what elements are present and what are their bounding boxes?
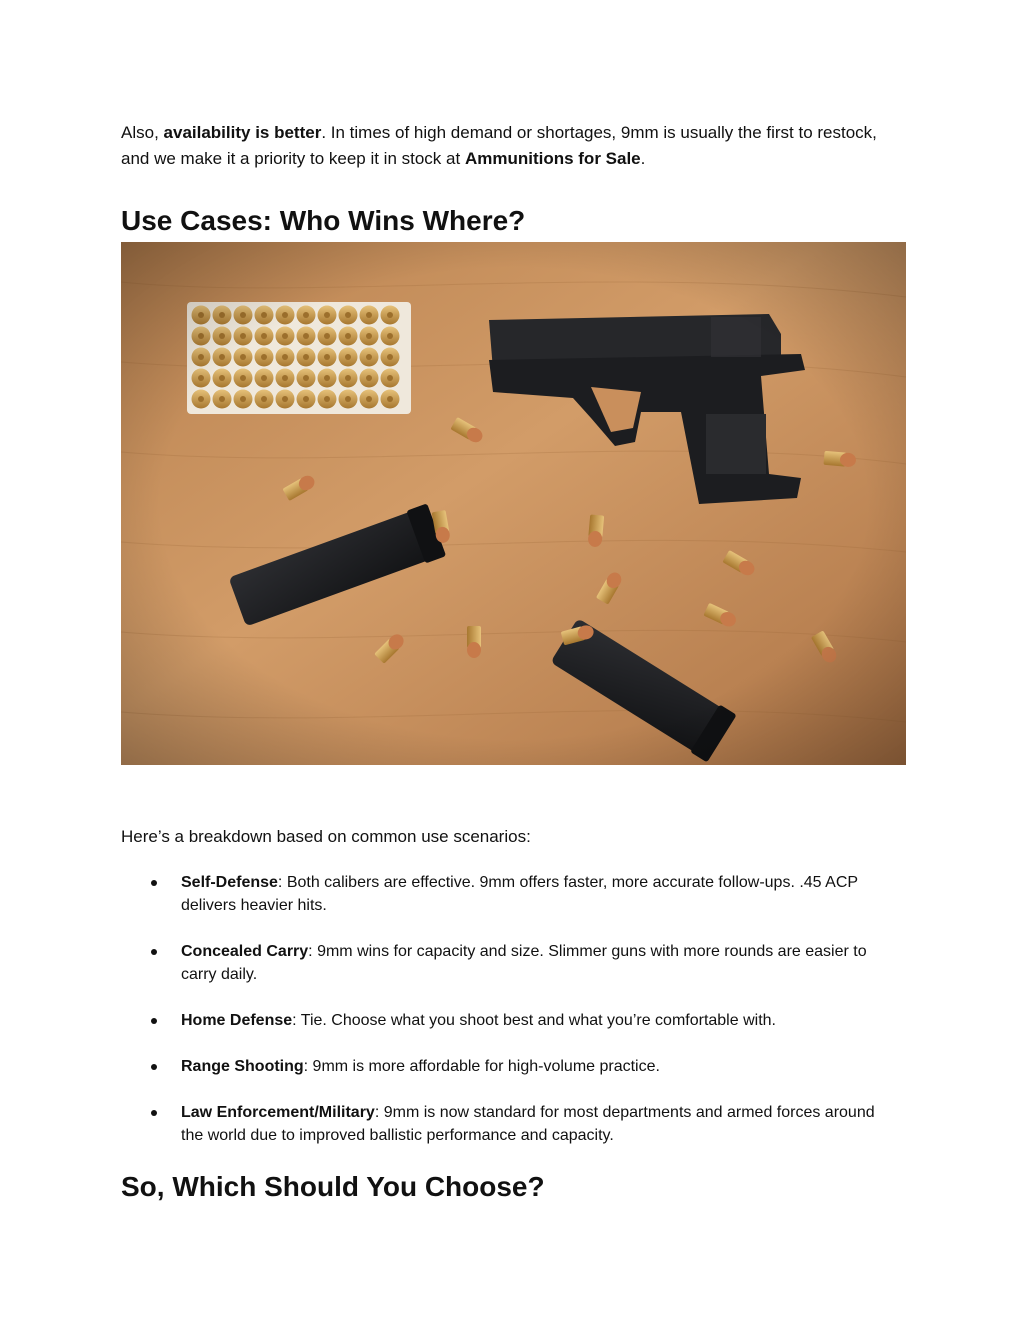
case-title: Range Shooting (181, 1058, 304, 1075)
list-item (121, 1055, 901, 1078)
case-text: : Tie. Choose what you shoot best and what you’re comfortable with. (292, 1012, 776, 1029)
pistol-ammo-photo (121, 242, 906, 765)
intro-end: . (640, 149, 646, 168)
case-text: : Both calibers are effective. 9mm offers faster, more accurate follow-ups. .45 ACP delivers heavier hits. (181, 874, 858, 914)
case-title: Law Enforcement/Military (181, 1104, 375, 1121)
list-item (121, 1101, 901, 1147)
case-title: Self-Defense (181, 874, 278, 891)
use-case-list (121, 871, 901, 1147)
bullet-icon (151, 880, 157, 886)
heading-choose: So, Which Should You Choose? (121, 1171, 545, 1202)
heading-use-cases: Use Cases: Who Wins Where? (121, 205, 526, 236)
list-item (121, 940, 901, 986)
intro-mid: . In times of high demand or shortages, 9mm is usually the first to restock, and we make it a priority to keep it in stock at (121, 123, 877, 168)
intro-bold-store: Ammunitions for Sale (464, 149, 641, 168)
case-title: Concealed Carry (181, 943, 309, 960)
bullet-icon (151, 949, 157, 955)
breakdown-intro: Here’s a breakdown based on common use scenarios: (121, 827, 531, 846)
list-item (121, 1009, 901, 1032)
bullet-icon (151, 1110, 157, 1116)
case-text: : 9mm wins for capacity and size. Slimmer guns with more rounds are easier to carry daily. (181, 943, 867, 983)
list-item (121, 871, 901, 917)
intro-paragraph (121, 120, 901, 172)
intro-bold-availability: availability is better (163, 123, 322, 142)
bullet-icon (151, 1018, 157, 1024)
case-text: : 9mm is now standard for most departments and armed forces around the world due to improved ballistic performance and capacity. (181, 1104, 875, 1144)
document-page (121, 120, 901, 1204)
intro-lead: Also, (121, 123, 164, 142)
case-text: : 9mm is more affordable for high-volume practice. (303, 1058, 660, 1075)
bullet-icon (151, 1064, 157, 1070)
case-title: Home Defense (181, 1012, 293, 1029)
